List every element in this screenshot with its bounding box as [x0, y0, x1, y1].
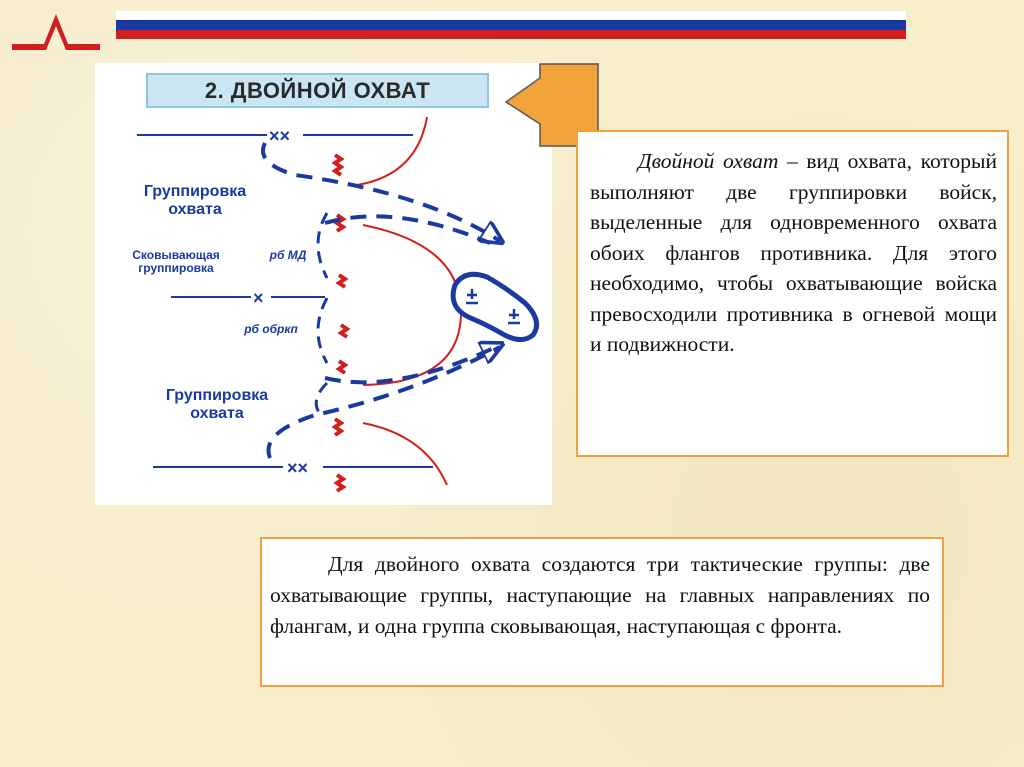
definition-box — [576, 130, 1009, 457]
definition-term: Двойной охват — [638, 149, 779, 173]
group-top-label: Группировка охвата — [143, 183, 247, 218]
unit-boundary-crosses — [253, 126, 308, 478]
tactical-groups-note: Для двойного охвата создаются три тактические группы: две охватывающие группы, наступающие на главных направлениях по флангам, и одна группа сковывающая, наступающая с фронта. — [260, 537, 944, 687]
diagram-drawing — [95, 63, 552, 505]
group-bottom-label: Группировка охвата — [165, 387, 269, 422]
double-envelopment-diagram — [95, 63, 552, 505]
emblem-logo-icon — [10, 12, 102, 54]
tricolor-flag-bar — [116, 11, 906, 39]
pinning-group-lines — [316, 213, 327, 415]
diagram-title: 2. ДВОЙНОЙ ОХВАТ — [146, 73, 489, 108]
pinning-group-label: Сковывающая группировка — [132, 248, 220, 276]
enemy-target-area — [453, 274, 536, 339]
rb-obrkp-label: рб обркп — [244, 322, 298, 336]
middle-cross-marker: × — [253, 288, 264, 308]
enemy-positions — [335, 155, 347, 491]
bottom-cross-marker: ×× — [287, 458, 309, 478]
top-cross-marker: ×× — [269, 126, 291, 146]
definition-text: – вид охвата, который выполняют две группировки войск, выделенные для одновременного охвата обоих флангов противника. Для этого необходимо, чтобы охватывающие войска превосходили противника в огневой мощи и подвижности. — [590, 149, 997, 356]
enemy-front-curves — [357, 117, 461, 485]
rb-md-label: рб МД — [269, 248, 307, 262]
